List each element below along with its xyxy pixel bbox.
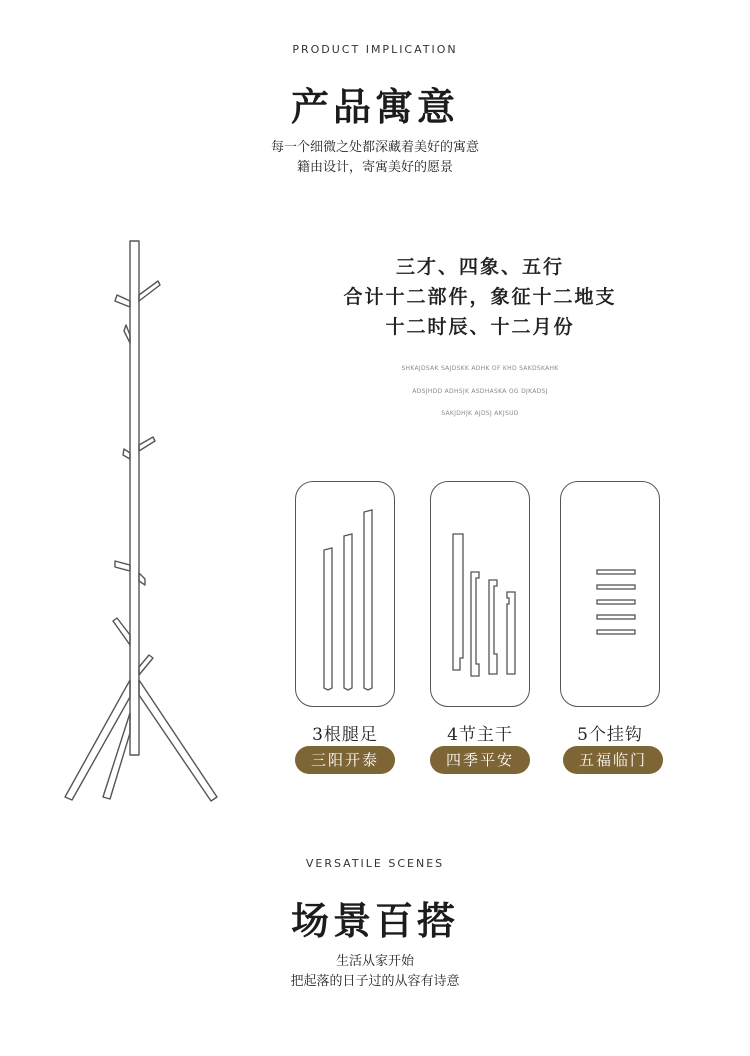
five-hooks-icon [561, 482, 661, 708]
coat-rack-illustration [55, 235, 245, 805]
section-eyebrow-product-implication: PRODUCT IMPLICATION [292, 43, 458, 56]
section-subtitle-line1: 每一个细微之处都深藏着美好的寓意 [270, 140, 479, 155]
section2-subtitle-line2: 把起落的日子过的从容有诗意 [290, 974, 460, 989]
feature-label-trunk: 4节主干 [447, 725, 513, 745]
feature-badge-legs: 三阳开泰 [295, 746, 395, 774]
feature-label-legs: 3根腿足 [312, 725, 378, 745]
meaning-line3: 十二时辰、十二月份 [385, 316, 575, 338]
three-legs-icon [296, 482, 396, 708]
four-trunk-sections-icon [431, 482, 531, 708]
feature-card-legs [295, 481, 395, 707]
feature-card-hooks [560, 481, 660, 707]
section-eyebrow-versatile-scenes: VERSATILE SCENES [305, 857, 445, 870]
feature-label-hooks: 5个挂钩 [577, 725, 643, 745]
section-title-versatile-scenes: 场景百搭 [290, 898, 459, 943]
feature-badge-trunk: 四季平安 [430, 746, 530, 774]
meaning-small-line3: SAKJDHJK AJDSJ AKJSUD [441, 410, 519, 417]
meaning-line1: 三才、四象、五行 [395, 256, 564, 278]
section2-subtitle-line1: 生活从家开始 [335, 954, 414, 969]
meaning-line2: 合计十二部件，象征十二地支 [343, 286, 617, 308]
feature-badge-hooks: 五福临门 [563, 746, 663, 774]
section-subtitle-line2: 籍由设计，寄寓美好的愿景 [296, 160, 453, 175]
meaning-small-line2: ADSJHDD ADHSJK ASDHASKA OG DJKADSJ [412, 388, 548, 395]
section-title-product-meaning: 产品寓意 [290, 84, 459, 129]
meaning-small-line1: SHKAJDSAK SAJDSKK ADHK OF KHD SAKDSKAHK [401, 365, 559, 372]
feature-card-trunk [430, 481, 530, 707]
